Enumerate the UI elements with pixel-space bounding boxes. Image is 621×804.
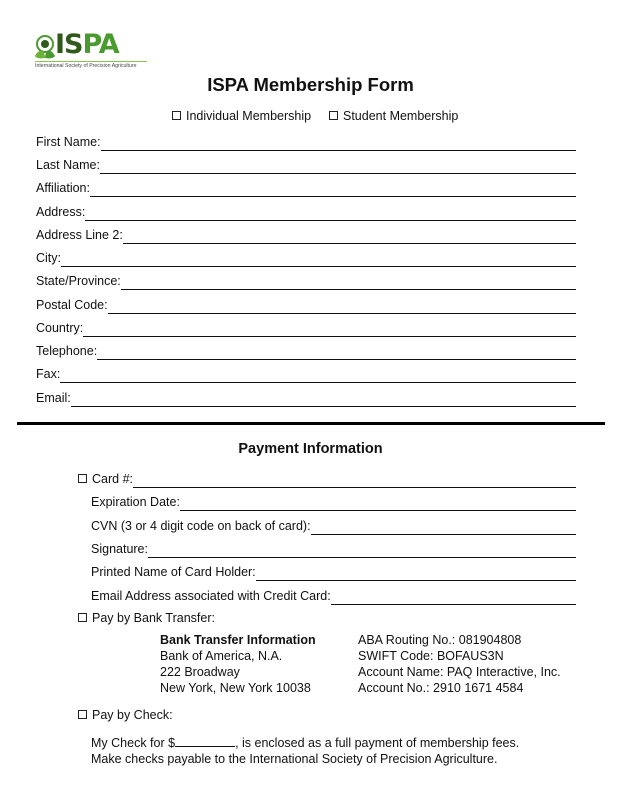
field-postal-code[interactable] bbox=[36, 294, 576, 312]
check-amount-prefix: My Check for $ bbox=[91, 736, 176, 750]
input-line[interactable] bbox=[97, 359, 576, 360]
input-line[interactable] bbox=[121, 289, 576, 290]
field-label: Last Name: bbox=[36, 158, 100, 172]
input-line[interactable] bbox=[71, 406, 576, 407]
card-email-field[interactable] bbox=[91, 585, 576, 603]
field-label: Email: bbox=[36, 391, 71, 405]
field-label: Affiliation: bbox=[36, 181, 90, 195]
bank-address-block bbox=[160, 632, 316, 696]
swift-code: SWIFT Code: BOFAUS3N bbox=[358, 649, 504, 663]
input-line[interactable] bbox=[101, 150, 576, 151]
input-line[interactable] bbox=[148, 557, 576, 558]
card-holder-name-field[interactable] bbox=[91, 561, 576, 579]
checkbox[interactable] bbox=[78, 710, 87, 719]
field-telephone[interactable] bbox=[36, 340, 576, 358]
student-membership-option[interactable] bbox=[329, 109, 458, 123]
bank-info-heading: Bank Transfer Information bbox=[160, 633, 316, 647]
ispa-logo bbox=[33, 29, 153, 72]
bank-name: Bank of America, N.A. bbox=[160, 649, 283, 663]
checkbox[interactable] bbox=[78, 474, 87, 483]
check-amount-suffix: , is enclosed as a full payment of membership fees. bbox=[235, 736, 520, 750]
field-label: CVN (3 or 4 digit code on back of card): bbox=[91, 519, 311, 533]
bank-street: 222 Broadway bbox=[160, 665, 240, 679]
input-line[interactable] bbox=[61, 266, 576, 267]
field-label: Address Line 2: bbox=[36, 228, 123, 242]
input-line[interactable] bbox=[108, 313, 576, 314]
option-label: Pay by Bank Transfer: bbox=[92, 611, 215, 625]
signature-field[interactable] bbox=[91, 538, 576, 556]
logo-tagline: International Society of Precision Agriculture bbox=[35, 61, 147, 69]
field-label: Fax: bbox=[36, 367, 61, 381]
checkbox[interactable] bbox=[329, 111, 338, 120]
input-line[interactable] bbox=[123, 243, 576, 244]
bank-city: New York, New York 10038 bbox=[160, 681, 311, 695]
input-line[interactable] bbox=[331, 604, 576, 605]
check-amount-input[interactable] bbox=[175, 736, 235, 747]
field-label: Postal Code: bbox=[36, 298, 108, 312]
option-label: Individual Membership bbox=[186, 109, 312, 123]
logo-wordmark: ISPA bbox=[55, 29, 119, 60]
field-label: Card #: bbox=[92, 472, 133, 486]
input-line[interactable] bbox=[83, 336, 576, 337]
card-number-field[interactable] bbox=[78, 468, 576, 486]
routing-number: ABA Routing No.: 081904808 bbox=[358, 633, 522, 647]
field-label: City: bbox=[36, 251, 61, 265]
bank-transfer-option[interactable] bbox=[78, 611, 215, 625]
field-label: Address: bbox=[36, 205, 86, 219]
check-instructions bbox=[91, 735, 519, 767]
field-label: Email Address associated with Credit Card: bbox=[91, 589, 331, 603]
field-state-province[interactable] bbox=[36, 270, 576, 288]
cvn-field[interactable] bbox=[91, 515, 576, 533]
input-line[interactable] bbox=[60, 382, 576, 383]
check-option[interactable] bbox=[78, 708, 173, 722]
leaf-globe-icon bbox=[33, 34, 57, 60]
input-line[interactable] bbox=[133, 487, 576, 488]
input-line[interactable] bbox=[90, 196, 576, 197]
field-label: State/Province: bbox=[36, 274, 121, 288]
expiration-date-field[interactable] bbox=[91, 491, 576, 509]
field-country[interactable] bbox=[36, 317, 576, 335]
check-payable-note: Make checks payable to the International Society of Precision Agriculture. bbox=[91, 752, 498, 766]
option-label: Student Membership bbox=[343, 109, 459, 123]
field-label: Expiration Date: bbox=[91, 495, 180, 509]
input-line[interactable] bbox=[85, 220, 576, 221]
input-line[interactable] bbox=[256, 580, 576, 581]
field-address-line-2[interactable] bbox=[36, 224, 576, 242]
input-line[interactable] bbox=[100, 173, 576, 174]
field-affiliation[interactable] bbox=[36, 177, 576, 195]
field-label: Telephone: bbox=[36, 344, 98, 358]
form-title: ISPA Membership Form bbox=[207, 74, 414, 95]
account-number: Account No.: 2910 1671 4584 bbox=[358, 681, 524, 695]
bank-account-block bbox=[358, 632, 561, 696]
account-name: Account Name: PAQ Interactive, Inc. bbox=[358, 665, 561, 679]
field-label: Printed Name of Card Holder: bbox=[91, 565, 256, 579]
option-label: Pay by Check: bbox=[92, 708, 173, 722]
field-email[interactable] bbox=[36, 387, 576, 405]
field-label: Country: bbox=[36, 321, 84, 335]
section-divider bbox=[17, 422, 605, 425]
input-line[interactable] bbox=[311, 534, 576, 535]
checkbox[interactable] bbox=[172, 111, 181, 120]
checkbox[interactable] bbox=[78, 613, 87, 622]
individual-membership-option[interactable] bbox=[172, 109, 311, 123]
field-label: Signature: bbox=[91, 542, 148, 556]
field-last-name[interactable] bbox=[36, 154, 576, 172]
input-line[interactable] bbox=[180, 510, 576, 511]
field-address[interactable] bbox=[36, 201, 576, 219]
payment-heading: Payment Information bbox=[238, 441, 383, 457]
field-first-name[interactable] bbox=[36, 131, 576, 149]
field-fax[interactable] bbox=[36, 363, 576, 381]
field-city[interactable] bbox=[36, 247, 576, 265]
field-label: First Name: bbox=[36, 135, 101, 149]
